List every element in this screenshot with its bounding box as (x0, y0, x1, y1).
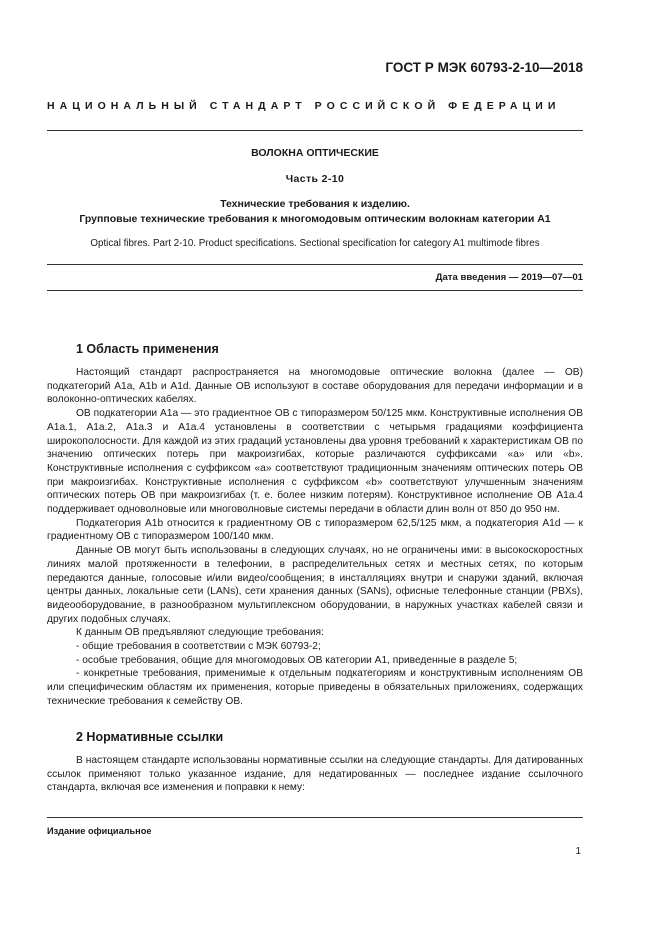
paragraph: Настоящий стандарт распространяется на многомодовые оптические волокна (далее — ОВ) подкатегорий А1a, А1b и А1d. Данные ОВ используют в составе оборудования для передачи информации и в волоконно-оптических кабелях. (47, 367, 583, 406)
date-divider (47, 290, 583, 291)
list-item: - общие требования в соответствии с МЭК 60793-2; (76, 641, 321, 653)
paragraph: Данные ОВ могут быть использованы в следующих случаях, но не ограничены ими: в высокоскоростных линиях малой протяженности в телефонии, в распределительных сетях и местных сетях, по которым передаются данные, голосовые и/или видео/сообщения; в инсталляциях внутри и снаружи зданий, включая центры данных, локальные сети (LANs), сети хранения данных (SANs), офисные телефонные станции (PBXs), видеооборудование, в разнообразном мультиплексном оборудовании, в наружных участках кабелей связи и других подобных случаях. (47, 545, 583, 625)
section-2-heading: 2 Нормативные ссылки (76, 730, 224, 744)
section-1-body (47, 366, 583, 709)
page-number: 1 (575, 846, 581, 857)
paragraph: Подкатегория А1b относится к градиентному ОВ с типоразмером 62,5/125 мкм, а подкатегория А1d — к градиентному ОВ с типоразмером 100/140 мкм. (47, 517, 583, 543)
paragraph: В настоящем стандарте использованы нормативные ссылки на следующие стандарты. Для датированных ссылок применяют только указанное издание, для недатированных — последнее издание ссылочного стандарта, включая все изменения и поправки к нему: (47, 755, 583, 794)
section-1-heading: 1 Область применения (76, 342, 219, 356)
subtitle-line-2: Групповые технические требования к многомодовым оптическим волокнам категории А1 (79, 213, 551, 225)
introduction-date: Дата введения — 2019—07—01 (435, 272, 583, 283)
national-standard-banner: НАЦИОНАЛЬНЫЙ СТАНДАРТ РОССИЙСКОЙ ФЕДЕРАЦИИ (47, 100, 561, 112)
footer-divider (47, 817, 583, 818)
official-edition-label: Издание официальное (47, 826, 152, 836)
english-title: Optical fibres. Part 2-10. Product specifications. Sectional specification for category A1 multimode fibres (90, 238, 540, 249)
paragraph: К данным ОВ предъявляют следующие требования: (76, 627, 324, 639)
document-subtitle (47, 197, 583, 227)
list-item: - конкретные требования, применимые к отдельным подкатегориям и конструктивным исполнениям ОВ или специфическим областям их применения, которые приведены в обязательных приложениях, содержащих технические требования к семейству ОВ. (47, 668, 583, 707)
document-title: ВОЛОКНА ОПТИЧЕСКИЕ (251, 147, 379, 159)
document-number: ГОСТ Р МЭК 60793-2-10—2018 (385, 60, 583, 75)
list-item: - особые требования, общие для многомодовых ОВ категории А1, приведенные в разделе 5; (76, 654, 518, 666)
subtitle-line-1: Технические требования к изделию. (220, 198, 410, 210)
top-divider (47, 130, 583, 131)
section-2-body (47, 754, 583, 795)
part-number: Часть 2-10 (285, 173, 345, 185)
paragraph: ОВ подкатегории А1a — это градиентное ОВ с типоразмером 50/125 мкм. Конструктивные исполнения ОВ А1a.1, А1a.2, А1a.3 и А1a.4 установлены в соответствии с четырьмя градациями коэффициента широкополосности. Для каждой из этих градаций установлены два уровня требований к характеристикам ОВ по значению оптических потерь при макроизгибах, которые различаются суффиксами «а» или «b». Конструктивные исполнения с суффиксом «а» соответствуют традиционным значениям оптических потерь ОВ при макроизгибах. Конструктивные исполнения с суффиксом «b» соответствуют улучшенным значениям оптических потерь ОВ при макроизгибах (т. е. более низким потерям). Конструктивное исполнение ОВ А1a.4 поддерживает одноволновые или многоволновые системы передачи в области длин волн от 850 до 950 нм. (47, 408, 583, 516)
title-divider (47, 264, 583, 265)
